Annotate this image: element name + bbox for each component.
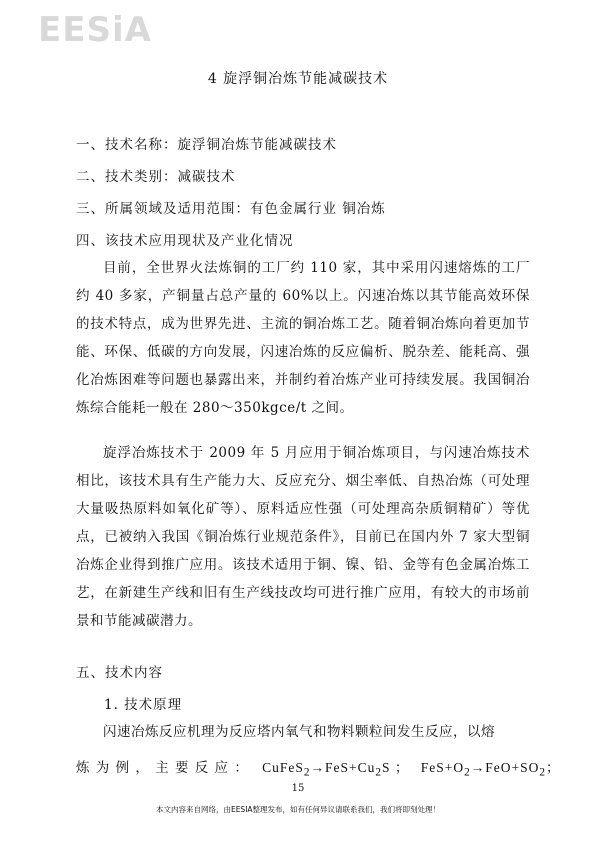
reaction-1: $CuFeS_2\to FeS+Cu_2S$ ； [262, 760, 410, 779]
status-heading: 四、该技术应用现状及产业化情况 [76, 233, 294, 249]
reaction-2: $FeS+O_2\to FeO+SO_2$； [420, 760, 561, 779]
paragraph-technology-application: 旋浮冶炼技术于 2009 年 5 月应用于铜冶炼项目，与闪速冶炼技术相比，该技术具有生产能力大、反应充分、烟尘率低、自热冶炼（可处理大量吸热原料如氧化矿等）、原料适应性强（可处理高杂质铜精矿）等优点，已被纳入我国《铜冶炼行业规范条件》，目前已在国内外 7 家大型铜冶炼企业得到推广应用。该技术适用于铜、镍、铅、金等有色金属冶炼工艺，在新建生产线和旧有生产线技改均可进行推广应用，有较大的市场前景和节能减碳潜力。 [76, 445, 530, 629]
tech-name: 一、技术名称：旋浮铜冶炼节能减碳技术 [76, 137, 337, 153]
paragraph-reaction-mechanism: 闪速冶炼反应机理为反应塔内氧气和物料颗粒间发生反应，以熔 [103, 724, 495, 740]
tech-category: 二、技术类别：减碳技术 [76, 169, 236, 185]
eesia-logo: EESiA [38, 10, 152, 50]
principle-subheading: 1. 技术原理 [104, 697, 183, 713]
paragraph-current-status: 目前，全世界火法炼铜的工厂约 110 家，其中采用闪速熔炼的工厂约 40 多家，产铜量占总产量的 60%以上。闪速冶炼以其节能高效环保的技术特点，成为世界先进、主流的铜冶炼工艺。随着铜冶炼向着更加节能、环保、低碳的方向发展，闪速冶炼的反应偏析、脱杂差、能耗高、强化冶炼困难等问题也暴露出来，并制约着冶炼产业可持续发展。我国铜冶炼综合能耗一般在 280～350kgce/t 之间。 [76, 260, 530, 416]
footer-disclaimer: 本文内容来自网络，由EESIA整理发布，如有任何异议请联系我们，我们将即刻处理！ [155, 805, 441, 814]
application-field: 三、所属领域及适用范围：有色金属行业 铜冶炼 [76, 201, 386, 217]
page-number: 15 [291, 783, 305, 794]
reaction-formula-line [76, 756, 561, 779]
section5-heading: 五、技术内容 [76, 665, 163, 681]
document-title: 4 旋浮铜冶炼节能减碳技术 [207, 71, 389, 87]
formula-prefix: 炼 为 例 ， 主 要 反 应 ： [76, 760, 249, 776]
